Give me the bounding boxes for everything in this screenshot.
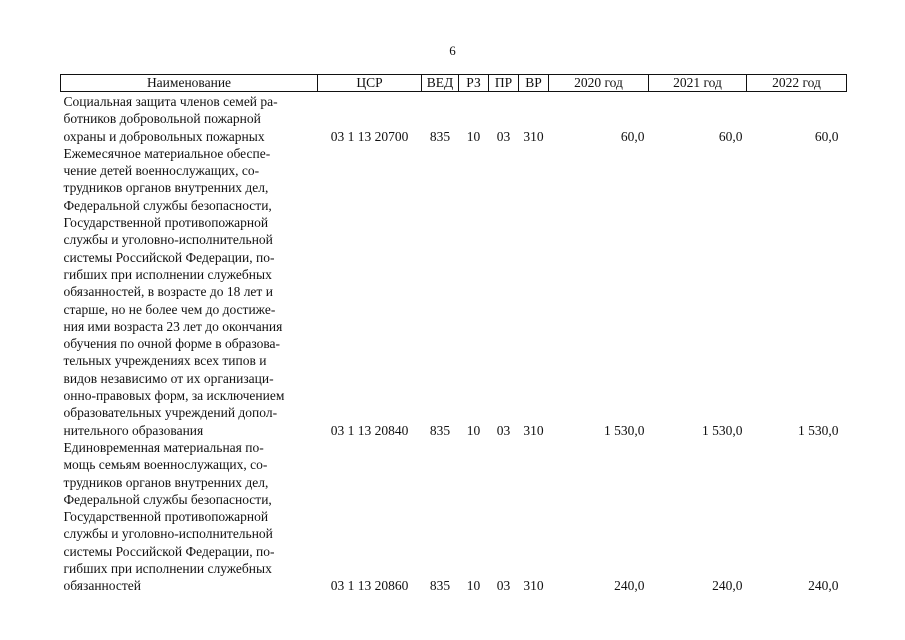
header-rz: РЗ (459, 75, 489, 92)
cell-ved: 835 (429, 128, 451, 144)
name-line: видов независимо от их организаци- (63, 370, 274, 386)
name-line: Федеральной службы безопасности, (63, 491, 272, 507)
cell-vr: 310 (523, 422, 544, 438)
cell-2021: 1 530,0 (702, 422, 743, 438)
name-line: системы Российской Федерации, по- (63, 249, 275, 265)
page-number: 6 (449, 43, 456, 58)
name-line: тельных учреждениях всех типов и (63, 353, 267, 369)
table-header (61, 75, 847, 92)
name-line: обязанностей, в возрасте до 18 лет и (63, 284, 273, 300)
name-line: образовательных учреждений допол- (63, 405, 278, 421)
name-line: охраны и добровольных пожарных (63, 128, 265, 144)
header-ved: ВЕД (422, 75, 459, 92)
table-body (61, 92, 847, 595)
header-name: Наименование (61, 75, 318, 92)
name-line: старше, но не более чем до достиже- (63, 301, 276, 317)
header-2021: 2021 год (649, 75, 747, 92)
budget-table (60, 74, 847, 595)
cell-name (61, 439, 318, 595)
cell-rz: 10 (466, 578, 481, 594)
name-line: нительного образования (63, 422, 204, 438)
cell-pr: 03 (496, 128, 511, 144)
name-line: мощь семьям военнослужащих, со- (63, 457, 268, 473)
cell-name (61, 92, 318, 145)
table-row (61, 439, 847, 595)
cell-pr: 03 (496, 422, 511, 438)
name-line: Единовременная материальная по- (63, 439, 264, 455)
cell-2021: 240,0 (712, 578, 743, 594)
name-line: Федеральной службы безопасности, (63, 197, 272, 213)
header-csr: ЦСР (318, 75, 422, 92)
header-vr: ВР (519, 75, 549, 92)
table-row (61, 145, 847, 439)
cell-pr: 03 (496, 578, 511, 594)
cell-2020: 1 530,0 (604, 422, 645, 438)
cell-name (61, 145, 318, 439)
name-line: системы Российской Федерации, по- (63, 543, 275, 559)
cell-csr: 03 1 13 20700 (330, 128, 409, 144)
cell-rz: 10 (466, 422, 481, 438)
name-line: Государственной противопожарной (63, 509, 269, 525)
name-line: службы и уголовно-исполнительной (63, 526, 273, 542)
cell-csr: 03 1 13 20860 (330, 578, 409, 594)
header-pr: ПР (489, 75, 519, 92)
header-2020: 2020 год (549, 75, 649, 92)
name-line: ботников добровольной пожарной (63, 111, 261, 127)
name-line: онно-правовых форм, за исключением (63, 388, 285, 404)
cell-vr: 310 (523, 128, 544, 144)
name-line: трудников органов внутренних дел, (63, 474, 269, 490)
cell-2021: 60,0 (718, 128, 743, 144)
name-line: обязанностей (63, 578, 141, 594)
header-row (61, 75, 847, 92)
name-line: Ежемесячное материальное обеспе- (63, 145, 271, 161)
name-line: гибших при исполнении служебных (63, 561, 272, 577)
cell-ved: 835 (429, 422, 451, 438)
header-2022: 2022 год (747, 75, 847, 92)
name-line: Государственной противопожарной (63, 215, 269, 231)
cell-vr: 310 (523, 578, 544, 594)
table-row (61, 92, 847, 145)
name-line: обучения по очной форме в образова- (63, 336, 281, 352)
cell-2022: 1 530,0 (798, 422, 839, 438)
name-line: гибших при исполнении служебных (63, 266, 272, 282)
cell-csr: 03 1 13 20840 (330, 422, 409, 438)
name-line: ния ими возраста 23 лет до окончания (63, 318, 283, 334)
name-line: трудников органов внутренних дел, (63, 180, 269, 196)
cell-2022: 240,0 (808, 578, 839, 594)
cell-2022: 60,0 (814, 128, 839, 144)
cell-rz: 10 (466, 128, 481, 144)
cell-2020: 60,0 (620, 128, 645, 144)
name-line: чение детей военнослужащих, со- (63, 163, 260, 179)
name-line: службы и уголовно-исполнительной (63, 232, 273, 248)
cell-ved: 835 (429, 578, 451, 594)
name-line: Социальная защита членов семей ра- (63, 94, 278, 109)
cell-2020: 240,0 (614, 578, 645, 594)
